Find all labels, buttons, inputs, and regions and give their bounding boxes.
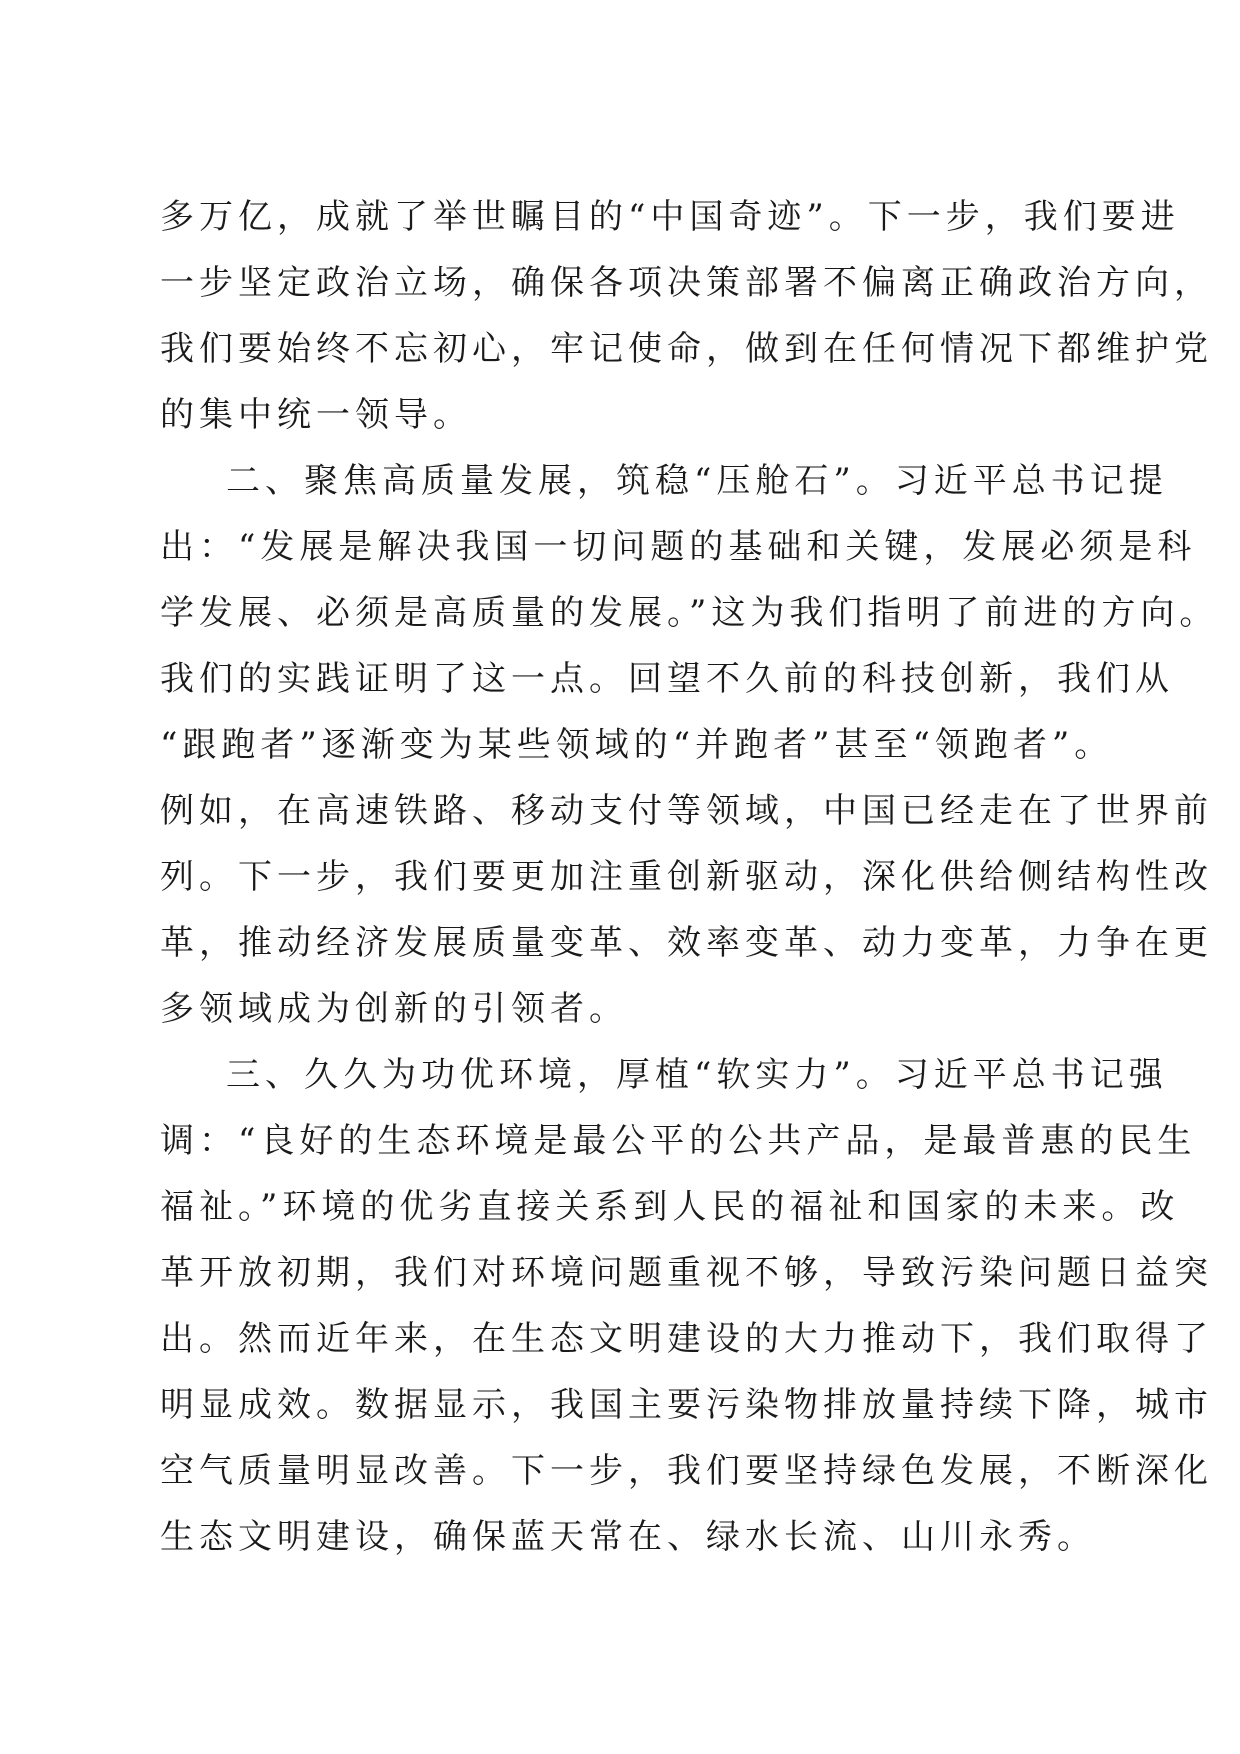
text-line: 革，推动经济发展质量变革、效率变革、动力变革，力争在更: [160, 923, 1213, 963]
text-line: 空气质量明显改善。下一步，我们要坚持绿色发展，不断深化: [160, 1451, 1213, 1491]
text-line: 出：“发展是解决我国一切问题的基础和关键，发展必须是科: [160, 527, 1197, 567]
text-line: 列。下一步，我们要更加注重创新驱动，深化供给侧结构性改: [160, 857, 1213, 897]
text-line: 福祉。”环境的优劣直接关系到人民的福祉和国家的未来。改: [160, 1187, 1180, 1227]
text-line: 我们的实践证明了这一点。回望不久前的科技创新，我们从: [160, 659, 1174, 699]
text-line: 革开放初期，我们对环境问题重视不够，导致污染问题日益突: [160, 1253, 1213, 1293]
text-line: 学发展、必须是高质量的发展。”这为我们指明了前进的方向。: [160, 593, 1219, 633]
text-line: 例如，在高速铁路、移动支付等领域，中国已经走在了世界前: [160, 791, 1213, 831]
section-three-heading-line: 三、久久为功优环境，厚植“软实力”。习近平总书记强: [226, 1055, 1168, 1095]
text-line: “跟跑者”逐渐变为某些领域的“并跑者”甚至“领跑者”。: [160, 725, 1114, 765]
text-line: 我们要始终不忘初心，牢记使命，做到在任何情况下都维护党: [160, 329, 1213, 369]
text-line: 生态文明建设，确保蓝天常在、绿水长流、山川永秀。: [160, 1517, 1096, 1557]
text-line: 明显成效。数据显示，我国主要污染物排放量持续下降，城市: [160, 1385, 1213, 1425]
text-line: 出。然而近年来，在生态文明建设的大力推动下，我们取得了: [160, 1319, 1213, 1359]
text-line: 多领域成为创新的引领者。: [160, 989, 628, 1029]
body-text: [160, 184, 1219, 1570]
text-line: 的集中统一领导。: [160, 395, 472, 435]
text-line: 一步坚定政治立场，确保各项决策部署不偏离正确政治方向，: [160, 263, 1213, 303]
text-line: 调：“良好的生态环境是最公平的公共产品，是最普惠的民生: [160, 1121, 1197, 1161]
text-line: 多万亿，成就了举世瞩目的“中国奇迹”。下一步，我们要进: [160, 197, 1180, 237]
section-two-heading-line: 二、聚焦高质量发展，筑稳“压舱石”。习近平总书记提: [226, 461, 1168, 501]
